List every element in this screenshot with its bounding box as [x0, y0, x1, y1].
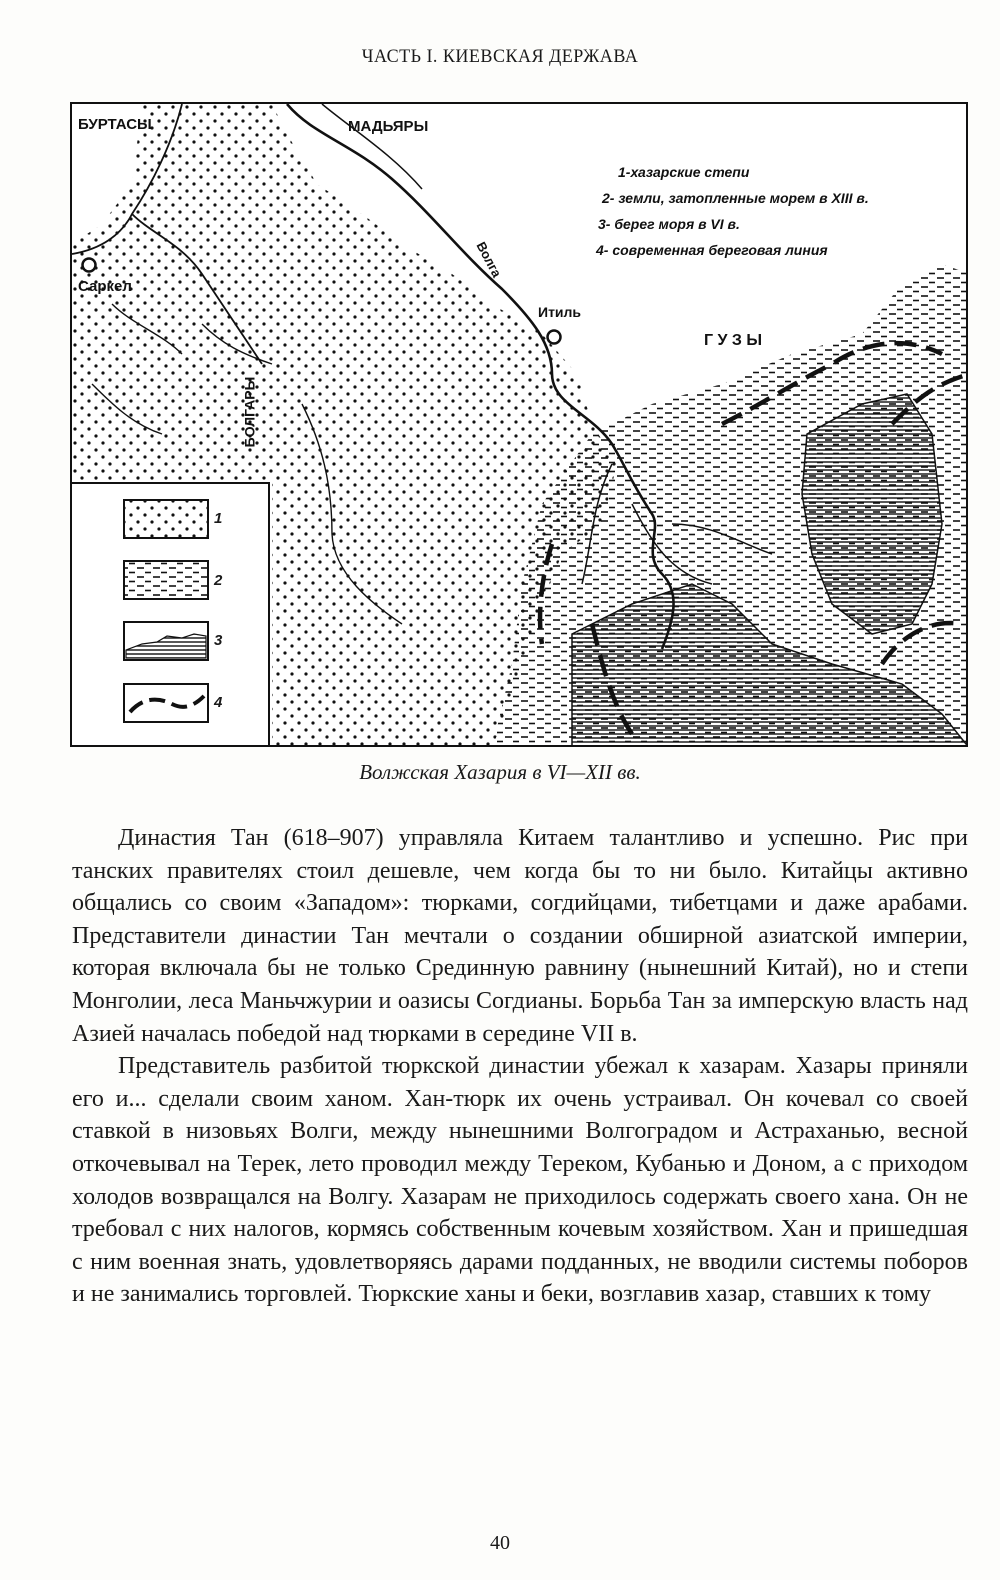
legend-num-1: 1 [214, 510, 223, 527]
legend-num-4: 4 [214, 694, 223, 711]
legend-note-2: 2- земли, затопленные морем в XIII в. [602, 190, 869, 206]
map-figure [70, 102, 968, 747]
legend-swatch-flooded [124, 561, 208, 599]
sarkel-marker [83, 259, 96, 272]
legend-note-4: 4- современная береговая линия [596, 242, 828, 258]
label-volga: Волга [473, 239, 505, 280]
legend-note-3: 3- берег моря в VI в. [598, 216, 740, 232]
running-head: ЧАСТЬ I. КИЕВСКАЯ ДЕРЖАВА [361, 46, 639, 67]
label-itil: Итиль [538, 304, 582, 320]
label-sarkel: Саркел [78, 278, 132, 295]
legend-note-1: 1-хазарские степи [618, 164, 750, 180]
page-number: 40 [490, 1532, 510, 1554]
paragraph-2: Представитель разбитой тюркской династии убежал к хазарам. Хазары приняли его и... сделали своим ханом. Хан-тюрк их очень устраивал. Он кочевал со своей ставкой в низовьях Волги, между нынешними Волгоградом и Астраханью, весной откочевывал на Терек, лето проводил между Тереком, Кубанью и Доном, а с приходом холодов возвращался на Волгу. Хазарам не приходилось содержать своего хана. Он не требовал с них налогов, кормясь собственным кочевым хозяйством. Хан и пришедшая с ним военная знать, удовлетворяясь дарами подданных, не вводили системы поборов и не занимались торговлей. Тюркские ханы и беки, возглавив хазар, ставших к тому [72, 1053, 968, 1308]
figure-caption: Волжская Хазария в VI—XII вв. [359, 760, 641, 784]
label-madyary: МАДЬЯРЫ [348, 118, 429, 135]
label-bolgary: БОЛГАРЫ [241, 376, 258, 448]
label-burtasy: БУРТАСЫ [78, 116, 152, 133]
label-guzy: Г У З Ы [704, 332, 763, 349]
map-legend [72, 482, 270, 746]
legend-swatch-steppe [124, 500, 208, 538]
body-text [72, 822, 968, 1311]
paragraph-1: Династия Тан (618–907) управляла Китаем талантливо и успешно. Рис при танских правителях стоил дешевле, чем когда бы то ни было. Китайцы активно общались со своим «Западом»: тюрками, согдийцами, тибетцами и даже арабами. Представители династии Тан мечтали о создании обширной азиатской империи, которая включала бы не только Срединную равнину (нынешний Китай), но и степи Монголии, леса Маньчжурии и оазисы Согдианы. Борьба Тан за имперскую власть над Азией началась победой над тюрками в середине VII в. [72, 825, 968, 1047]
legend-num-3: 3 [214, 632, 223, 649]
legend-num-2: 2 [214, 572, 223, 589]
itil-marker [548, 331, 561, 344]
